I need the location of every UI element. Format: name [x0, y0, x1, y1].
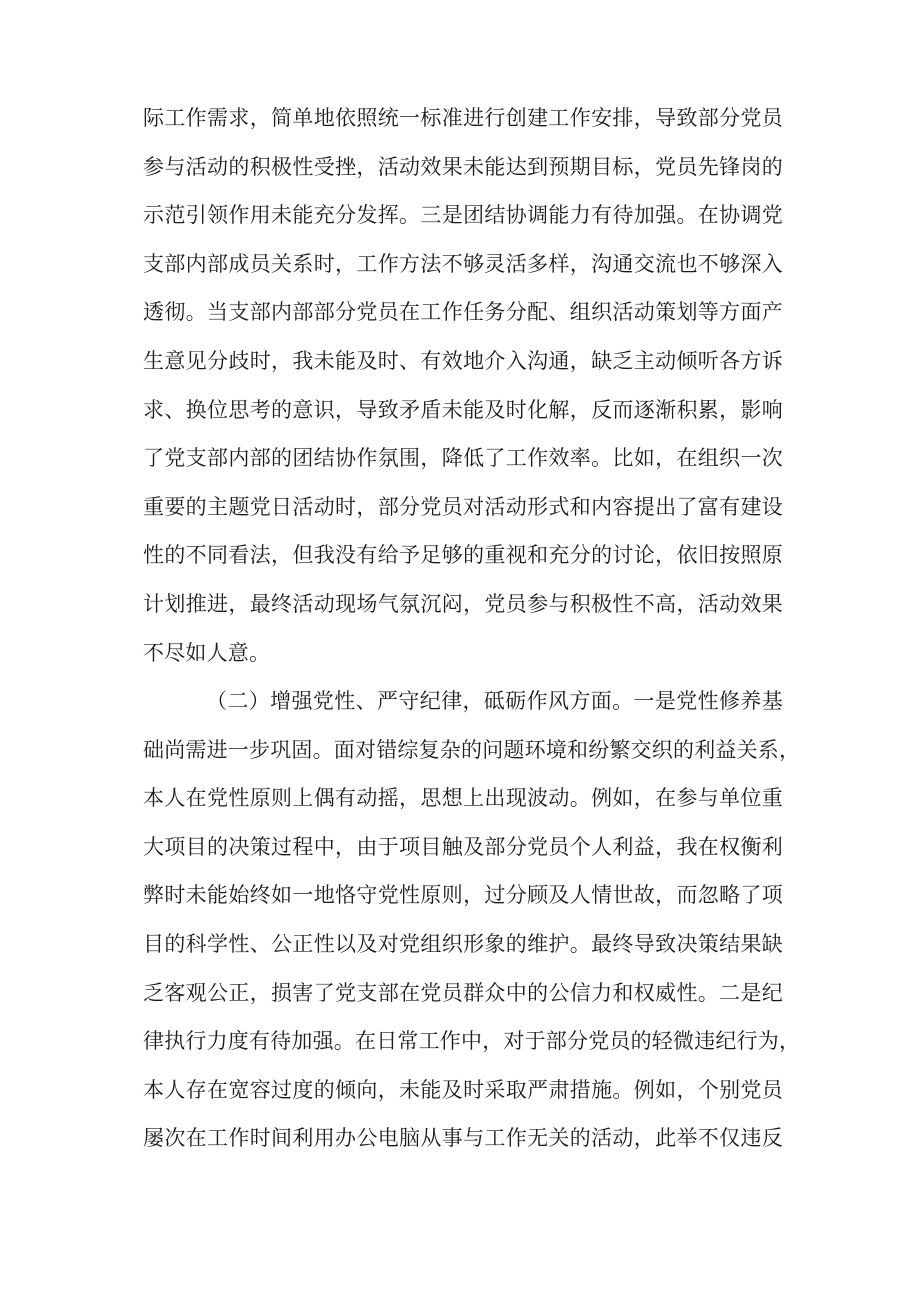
- paragraph-line: 求、换位思考的意识，导致矛盾未能及时化解，反而逐渐积累，影响: [143, 397, 783, 422]
- paragraph-line: 透彻。当支部内部部分党员在工作任务分配、组织活动策划等方面产: [143, 300, 783, 325]
- paragraph-line: 生意见分歧时，我未能及时、有效地介入沟通，缺乏主动倾听各方诉: [143, 348, 783, 373]
- paragraph-line: 础尚需进一步巩固。面对错综复杂的问题环境和纷繁交织的利益关系，: [143, 737, 801, 762]
- paragraph-line: 示范引领作用未能充分发挥。三是团结协调能力有待加强。在协调党: [143, 203, 783, 228]
- paragraph-line: 支部内部成员关系时，工作方法不够灵活多样，沟通交流也不够深入: [143, 251, 783, 276]
- paragraph-2: [143, 677, 801, 1163]
- paragraph-line: 参与活动的积极性受挫，活动效果未能达到预期目标，党员先锋岗的: [143, 154, 783, 179]
- paragraph-line: 大项目的决策过程中，由于项目触及部分党员个人利益，我在权衡利: [143, 834, 783, 859]
- paragraph-line: 计划推进，最终活动现场气氛沉闷，党员参与积极性不高，活动效果: [143, 591, 783, 616]
- paragraph-line: 性的不同看法，但我没有给予足够的重视和充分的讨论，依旧按照原: [143, 543, 783, 568]
- paragraph-line: 本人存在宽容过度的倾向，未能及时采取严肃措施。例如，个别党员: [143, 1077, 783, 1102]
- paragraph-line: 屡次在工作时间利用办公电脑从事与工作无关的活动，此举不仅违反: [143, 1126, 783, 1151]
- paragraph-1: [143, 94, 783, 677]
- paragraph-line: 重要的主题党日活动时，部分党员对活动形式和内容提出了富有建设: [143, 494, 783, 519]
- paragraph-line: 律执行力度有待加强。在日常工作中，对于部分党员的轻微违纪行为，: [143, 1029, 801, 1054]
- section-heading-line: （二）增强党性、严守纪律，砥砺作风方面。一是党性修养基: [206, 689, 783, 713]
- paragraph-line: 了党支部内部的团结协作氛围，降低了工作效率。比如，在组织一次: [143, 446, 783, 471]
- paragraph-line: 乏客观公正，损害了党支部在党员群众中的公信力和权威性。二是纪: [143, 980, 783, 1005]
- paragraph-line: 际工作需求，简单地依照统一标准进行创建工作安排，导致部分党员: [143, 106, 783, 130]
- paragraph-line: 目的科学性、公正性以及对党组织形象的维护。最终导致决策结果缺: [143, 931, 783, 956]
- paragraph-line: 不尽如人意。: [143, 640, 271, 665]
- paragraph-line: 弊时未能始终如一地恪守党性原则，过分顾及人情世故，而忽略了项: [143, 883, 783, 908]
- paragraph-line: 本人在党性原则上偶有动摇，思想上出现波动。例如，在参与单位重: [143, 786, 783, 811]
